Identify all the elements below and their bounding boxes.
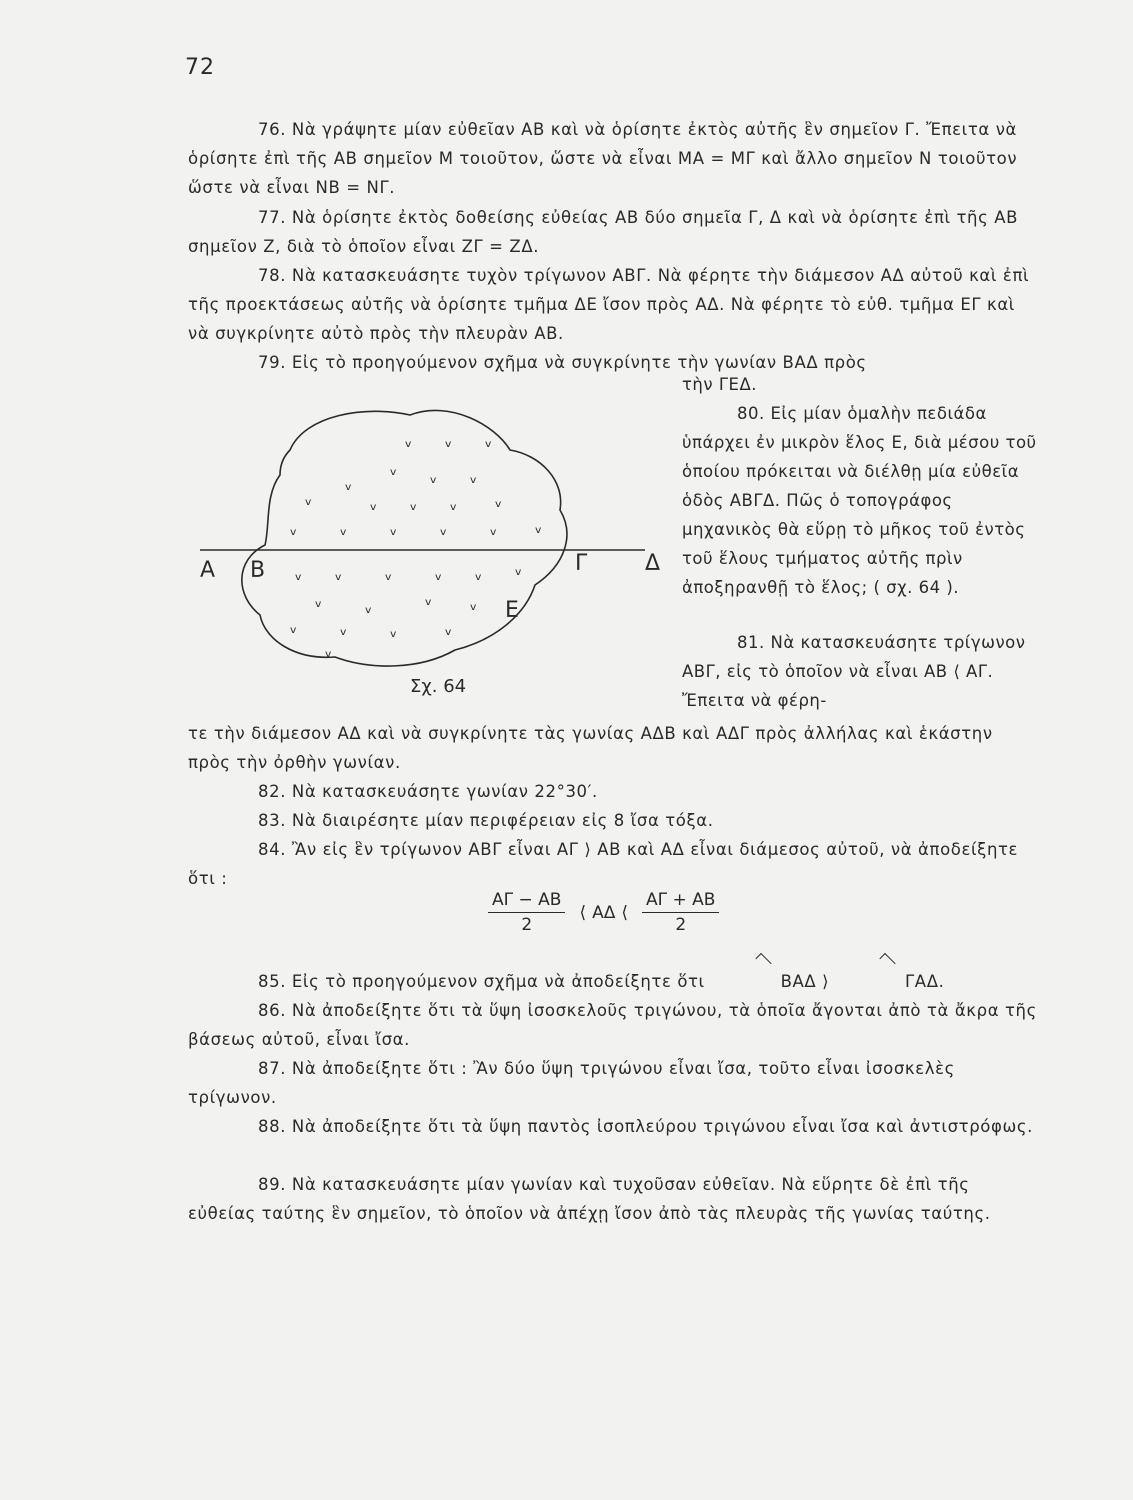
formula-middle: ΑΔ bbox=[592, 902, 616, 923]
svg-text:ᵥ: ᵥ bbox=[295, 565, 303, 585]
svg-text:ᵥ: ᵥ bbox=[470, 595, 478, 615]
exercise-79-continuation: τὴν ΓΕΔ. bbox=[682, 375, 758, 394]
svg-text:ᵥ: ᵥ bbox=[485, 432, 493, 452]
label-a: Α bbox=[200, 558, 216, 583]
svg-text:ᵥ: ᵥ bbox=[370, 495, 378, 515]
exercise-81-start: 81. Νὰ κατασκευάσητε τρίγωνον ΑΒΓ, εἰς τὸ ὁποῖον νὰ εἶναι ΑΒ ⟨ ΑΓ. Ἔπειτα νὰ φέρη- bbox=[682, 633, 1026, 710]
svg-text:ᵥ: ᵥ bbox=[430, 468, 438, 488]
svg-text:ᵥ: ᵥ bbox=[315, 592, 323, 612]
exercise-82: 82. Νὰ κατασκευάσητε γωνίαν 22°30′. bbox=[258, 782, 598, 801]
angle-bad: ΒΑΔ bbox=[711, 967, 817, 996]
svg-text:ᵥ: ᵥ bbox=[425, 590, 433, 610]
svg-text:ᵥ: ᵥ bbox=[325, 642, 333, 662]
exercise-79: 79. Εἰς τὸ προηγούμενον σχῆμα νὰ συγκρίνητε τὴν γωνίαν ΒΑΔ πρὸς bbox=[258, 353, 867, 372]
angle-gad: ΓΑΔ bbox=[835, 967, 939, 996]
svg-text:ᵥ: ᵥ bbox=[305, 490, 313, 510]
svg-text:ᵥ: ᵥ bbox=[290, 618, 298, 638]
exercise-86: 86. Νὰ ἀποδείξητε ὅτι τὰ ὕψη ἰσοσκελοῦς τριγώνου, τὰ ὁποῖα ἄγονται ἀπὸ τὰ ἄκρα τῆς βάσεως αὐτοῦ, εἶναι ἴσα. bbox=[188, 1001, 1037, 1049]
svg-text:ᵥ: ᵥ bbox=[340, 620, 348, 640]
svg-text:ᵥ: ᵥ bbox=[290, 520, 298, 540]
exercise-85 bbox=[188, 967, 1040, 996]
exercise-78: 78. Νὰ κατασκευάσητε τυχὸν τρίγωνον ΑΒΓ. Νὰ φέρητε τὴν διάμεσον ΑΔ αὐτοῦ καὶ ἐπὶ τῆς προεκτάσεως αὐτῆς νὰ ὁρίσητε τμῆμα ΔΕ ἴσον πρὸς ΑΔ. Νὰ φέρητε τὸ εὐθ. τμῆμα ΕΓ καὶ νὰ συγκρίνητε αὐτὸ πρὸς τὴν πλευρὰν ΑΒ. bbox=[188, 266, 1030, 343]
exercise-81-end: τε τὴν διάμεσον ΑΔ καὶ νὰ συγκρίνητε τὰς γωνίας ΑΔΒ καὶ ΑΔΓ πρὸς ἀλλήλας καὶ ἑκάστην πρὸς τὴν ὀρθὴν γωνίαν. bbox=[188, 724, 993, 772]
svg-text:ᵥ: ᵥ bbox=[475, 565, 483, 585]
svg-text:ᵥ: ᵥ bbox=[365, 598, 373, 618]
svg-text:ᵥ: ᵥ bbox=[445, 620, 453, 640]
fraction-left bbox=[488, 888, 565, 937]
fraction-right-numerator: ΑΓ + ΑΒ bbox=[642, 888, 719, 913]
svg-text:ᵥ: ᵥ bbox=[440, 520, 448, 540]
exercise-85-text: 85. Εἰς τὸ προηγούμενον σχῆμα νὰ ἀποδείξητε ὅτι bbox=[258, 972, 711, 991]
fraction-right-denominator: 2 bbox=[675, 915, 687, 935]
exercise-76: 76. Νὰ γράψητε μίαν εὐθεῖαν ΑΒ καὶ νὰ ὁρίσητε ἐκτὸς αὐτῆς ἓν σημεῖον Γ. Ἔπειτα νὰ ὁρίσητε ἐπὶ τῆς ΑΒ σημεῖον Μ τοιοῦτον, ὥστε νὰ εἶναι ΜΑ = ΜΓ καὶ ἄλλο σημεῖον Ν τοιοῦτον ὥστε νὰ εἶναι ΝΒ = ΝΓ. bbox=[188, 120, 1018, 197]
figure-caption: Σχ. 64 bbox=[410, 676, 467, 697]
label-g: Γ bbox=[575, 551, 588, 576]
exercise-84: 84. Ἂν εἰς ἓν τρίγωνον ΑΒΓ εἶναι ΑΓ ⟩ ΑΒ καὶ ΑΔ εἶναι διάμεσος αὐτοῦ, νὰ ἀποδείξητε ὅτι : bbox=[188, 840, 1019, 888]
exercise-80: 80. Εἰς μίαν ὁμαλὴν πεδιάδα ὑπάρχει ἐν μικρὸν ἕλος Ε, διὰ μέσου τοῦ ὁποίου πρόκειται νὰ διέλθῃ μία εὐθεῖα ὁδὸς ΑΒΓΔ. Πῶς ὁ τοπογράφος μηχανικὸς θὰ εὕρῃ τὸ μῆκος τοῦ ἐντὸς τοῦ ἕλους τμήματος αὐτῆς πρὶν ἀποξηρανθῇ τὸ ἕλος; ( σχ. 64 ). bbox=[682, 404, 1037, 597]
figure-64 bbox=[195, 395, 675, 685]
svg-text:ᵥ: ᵥ bbox=[445, 432, 453, 452]
fraction-left-denominator: 2 bbox=[521, 915, 533, 935]
fraction-right bbox=[642, 888, 719, 937]
exercise-87: 87. Νὰ ἀποδείξητε ὅτι : Ἂν δύο ὕψη τριγώνου εἶναι ἴσα, τοῦτο εἶναι ἰσοσκελὲς τρίγωνον. bbox=[188, 1059, 955, 1107]
fraction-left-numerator: ΑΓ − ΑΒ bbox=[488, 888, 565, 913]
exercise-85-relation: ⟩ bbox=[816, 972, 836, 991]
svg-text:ᵥ: ᵥ bbox=[435, 565, 443, 585]
svg-text:ᵥ: ᵥ bbox=[470, 468, 478, 488]
label-d: Δ bbox=[645, 551, 661, 576]
exercise-89: 89. Νὰ κατασκευάσητε μίαν γωνίαν καὶ τυχοῦσαν εὐθεῖαν. Νὰ εὕρητε δὲ ἐπὶ τῆς εὐθείας ταύτης ἓν σημεῖον, τὸ ὁποῖον νὰ ἀπέχῃ ἴσον ἀπὸ τὰς πλευρὰς τῆς γωνίας ταύτης. bbox=[188, 1175, 991, 1223]
svg-text:ᵥ: ᵥ bbox=[535, 518, 543, 538]
svg-text:ᵥ: ᵥ bbox=[390, 520, 398, 540]
less-than-2: ⟨ bbox=[621, 902, 628, 923]
svg-text:ᵥ: ᵥ bbox=[450, 495, 458, 515]
svg-text:ᵥ: ᵥ bbox=[515, 560, 523, 580]
svg-text:ᵥ: ᵥ bbox=[410, 495, 418, 515]
svg-text:ᵥ: ᵥ bbox=[390, 622, 398, 642]
exercise-83: 83. Νὰ διαιρέσητε μίαν περιφέρειαν εἰς 8 ἴσα τόξα. bbox=[258, 811, 714, 830]
svg-text:ᵥ: ᵥ bbox=[385, 565, 393, 585]
svg-text:ᵥ: ᵥ bbox=[390, 460, 398, 480]
exercise-77: 77. Νὰ ὁρίσητε ἐκτὸς δοθείσης εὐθείας ΑΒ δύο σημεῖα Γ, Δ καὶ νὰ ὁρίσητε ἐπὶ τῆς ΑΒ σημεῖον Ζ, διὰ τὸ ὁποῖον εἶναι ΖΓ = ΖΔ. bbox=[188, 208, 1019, 256]
svg-text:ᵥ: ᵥ bbox=[345, 475, 353, 495]
exercise-85-end: . bbox=[938, 972, 945, 991]
less-than-1: ⟨ bbox=[579, 902, 587, 923]
svg-text:ᵥ: ᵥ bbox=[335, 565, 343, 585]
page-number: 72 bbox=[185, 55, 215, 80]
svg-text:ᵥ: ᵥ bbox=[340, 520, 348, 540]
label-e: Ε bbox=[505, 598, 519, 623]
label-b: Β bbox=[250, 558, 266, 583]
svg-text:ᵥ: ᵥ bbox=[490, 520, 498, 540]
inequality-formula bbox=[480, 888, 727, 937]
svg-text:ᵥ: ᵥ bbox=[495, 492, 503, 512]
svg-text:ᵥ: ᵥ bbox=[405, 432, 413, 452]
exercise-88: 88. Νὰ ἀποδείξητε ὅτι τὰ ὕψη παντὸς ἰσοπλεύρου τριγώνου εἶναι ἴσα καὶ ἀντιστρόφως. bbox=[258, 1117, 1033, 1136]
